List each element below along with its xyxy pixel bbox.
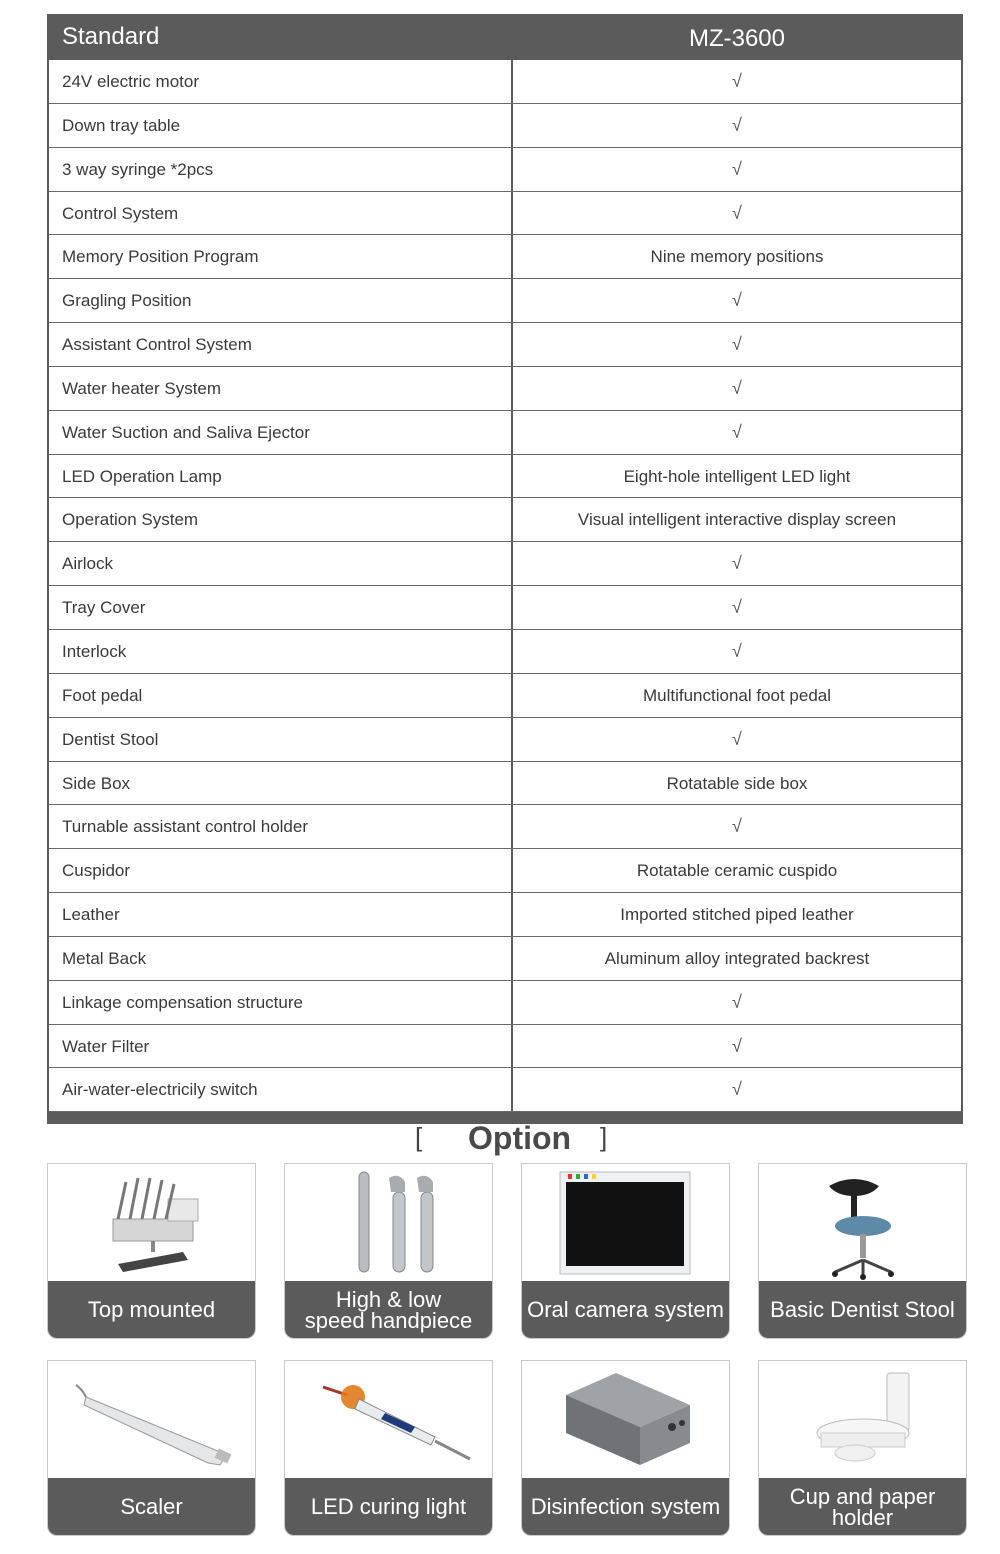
- table-row: [49, 455, 961, 499]
- feature-cell: Operation System: [49, 498, 513, 541]
- header-standard: Standard: [62, 23, 160, 50]
- cup-holder-icon: [759, 1361, 966, 1479]
- table-row: [49, 498, 961, 542]
- feature-cell: Gragling Position: [49, 279, 513, 322]
- feature-cell: Down tray table: [49, 104, 513, 147]
- option-label: Disinfection system: [522, 1478, 729, 1535]
- table-row: [49, 192, 961, 236]
- option-label: High & low speed handpiece: [285, 1281, 492, 1338]
- table-row: [49, 718, 961, 762]
- table-row: [49, 586, 961, 630]
- check-mark-cell: √: [732, 202, 742, 223]
- spec-table: [47, 14, 963, 1124]
- value-cell: Aluminum alloy integrated backrest: [604, 948, 870, 968]
- table-row: [49, 630, 961, 674]
- feature-cell: Interlock: [49, 630, 513, 673]
- option-title: Option: [468, 1120, 572, 1156]
- value-cell: Rotatable ceramic cuspido: [636, 861, 838, 881]
- feature-cell: Leather: [49, 893, 513, 936]
- table-row: [49, 279, 961, 323]
- feature-cell: LED Operation Lamp: [49, 455, 513, 498]
- table-row: [49, 805, 961, 849]
- value-cell: Eight-hole intelligent LED light: [623, 466, 851, 486]
- check-mark-cell: √: [732, 421, 742, 442]
- table-row: [49, 235, 961, 279]
- check-mark-cell: √: [732, 1035, 742, 1056]
- table-row: [49, 411, 961, 455]
- bracket-right: ]: [600, 1122, 608, 1152]
- feature-cell: Dentist Stool: [49, 718, 513, 761]
- option-label: Oral camera system: [522, 1281, 729, 1338]
- header-model: MZ-3600: [688, 25, 786, 52]
- feature-cell: Turnable assistant control holder: [49, 805, 513, 848]
- top-mounted-instrument-icon: [48, 1164, 255, 1282]
- table-row: [49, 674, 961, 718]
- feature-cell: Memory Position Program: [49, 235, 513, 278]
- option-card-cup-holder[interactable]: [758, 1360, 967, 1536]
- feature-cell: Water Suction and Saliva Ejector: [49, 411, 513, 454]
- option-card-oral-camera[interactable]: [521, 1163, 730, 1339]
- table-row: [49, 1068, 961, 1112]
- check-mark-cell: √: [732, 597, 742, 618]
- option-heading: [0, 1118, 1000, 1162]
- feature-cell: Foot pedal: [49, 674, 513, 717]
- feature-cell: Tray Cover: [49, 586, 513, 629]
- check-mark-cell: √: [732, 728, 742, 749]
- feature-cell: Cuspidor: [49, 849, 513, 892]
- value-cell: Imported stitched piped leather: [620, 905, 854, 925]
- handpiece-icon: [285, 1164, 492, 1282]
- option-card-top-mounted[interactable]: [47, 1163, 256, 1339]
- check-mark-cell: √: [732, 290, 742, 311]
- feature-cell: Water Filter: [49, 1025, 513, 1068]
- table-row: [49, 323, 961, 367]
- feature-cell: Airlock: [49, 542, 513, 585]
- check-mark-cell: √: [732, 334, 742, 355]
- feature-cell: Air-water-electricily switch: [49, 1068, 513, 1111]
- table-row: [49, 849, 961, 893]
- feature-cell: Linkage compensation structure: [49, 981, 513, 1024]
- value-cell: Visual intelligent interactive display screen: [577, 510, 897, 530]
- option-label: LED curing light: [285, 1478, 492, 1535]
- feature-cell: Side Box: [49, 762, 513, 805]
- table-row: [49, 762, 961, 806]
- option-card-handpiece[interactable]: [284, 1163, 493, 1339]
- check-mark-cell: √: [732, 553, 742, 574]
- check-mark-cell: √: [732, 71, 742, 91]
- option-label: Scaler: [48, 1478, 255, 1535]
- table-row: [49, 1025, 961, 1069]
- option-card-disinfection[interactable]: [521, 1360, 730, 1536]
- table-row: [49, 981, 961, 1025]
- table-row: [49, 893, 961, 937]
- option-label: Top mounted: [48, 1281, 255, 1338]
- option-card-dentist-stool[interactable]: [758, 1163, 967, 1339]
- check-mark-cell: √: [732, 816, 742, 837]
- table-row: [49, 104, 961, 148]
- scaler-icon: [48, 1361, 255, 1479]
- feature-cell: Assistant Control System: [49, 323, 513, 366]
- table-row: [49, 542, 961, 586]
- feature-cell: Metal Back: [49, 937, 513, 980]
- option-label: Basic Dentist Stool: [759, 1281, 966, 1338]
- table-row: [49, 148, 961, 192]
- value-cell: Rotatable side box: [666, 773, 808, 793]
- feature-cell: Control System: [49, 192, 513, 235]
- check-mark-cell: √: [732, 1079, 742, 1100]
- check-mark-cell: √: [732, 158, 742, 179]
- bracket-left: [: [415, 1122, 423, 1152]
- check-mark-cell: √: [732, 114, 742, 135]
- curing-light-icon: [285, 1361, 492, 1479]
- spec-header: [49, 14, 961, 60]
- disinfection-box-icon: [522, 1361, 729, 1479]
- check-mark-cell: √: [732, 640, 742, 661]
- check-mark-cell: √: [732, 377, 742, 398]
- monitor-icon: [522, 1164, 729, 1282]
- feature-cell: 24V electric motor: [49, 60, 513, 103]
- feature-cell: Water heater System: [49, 367, 513, 410]
- option-label: Cup and paper holder: [759, 1478, 966, 1535]
- feature-cell: 3 way syringe *2pcs: [49, 148, 513, 191]
- option-card-curing-light[interactable]: [284, 1360, 493, 1536]
- value-cell: Multifunctional foot pedal: [642, 685, 832, 705]
- stool-icon: [759, 1164, 966, 1282]
- table-row: [49, 937, 961, 981]
- option-card-scaler[interactable]: [47, 1360, 256, 1536]
- value-cell: Nine memory positions: [650, 247, 824, 267]
- check-mark-cell: √: [732, 991, 742, 1012]
- table-row: [49, 367, 961, 411]
- table-row: [49, 60, 961, 104]
